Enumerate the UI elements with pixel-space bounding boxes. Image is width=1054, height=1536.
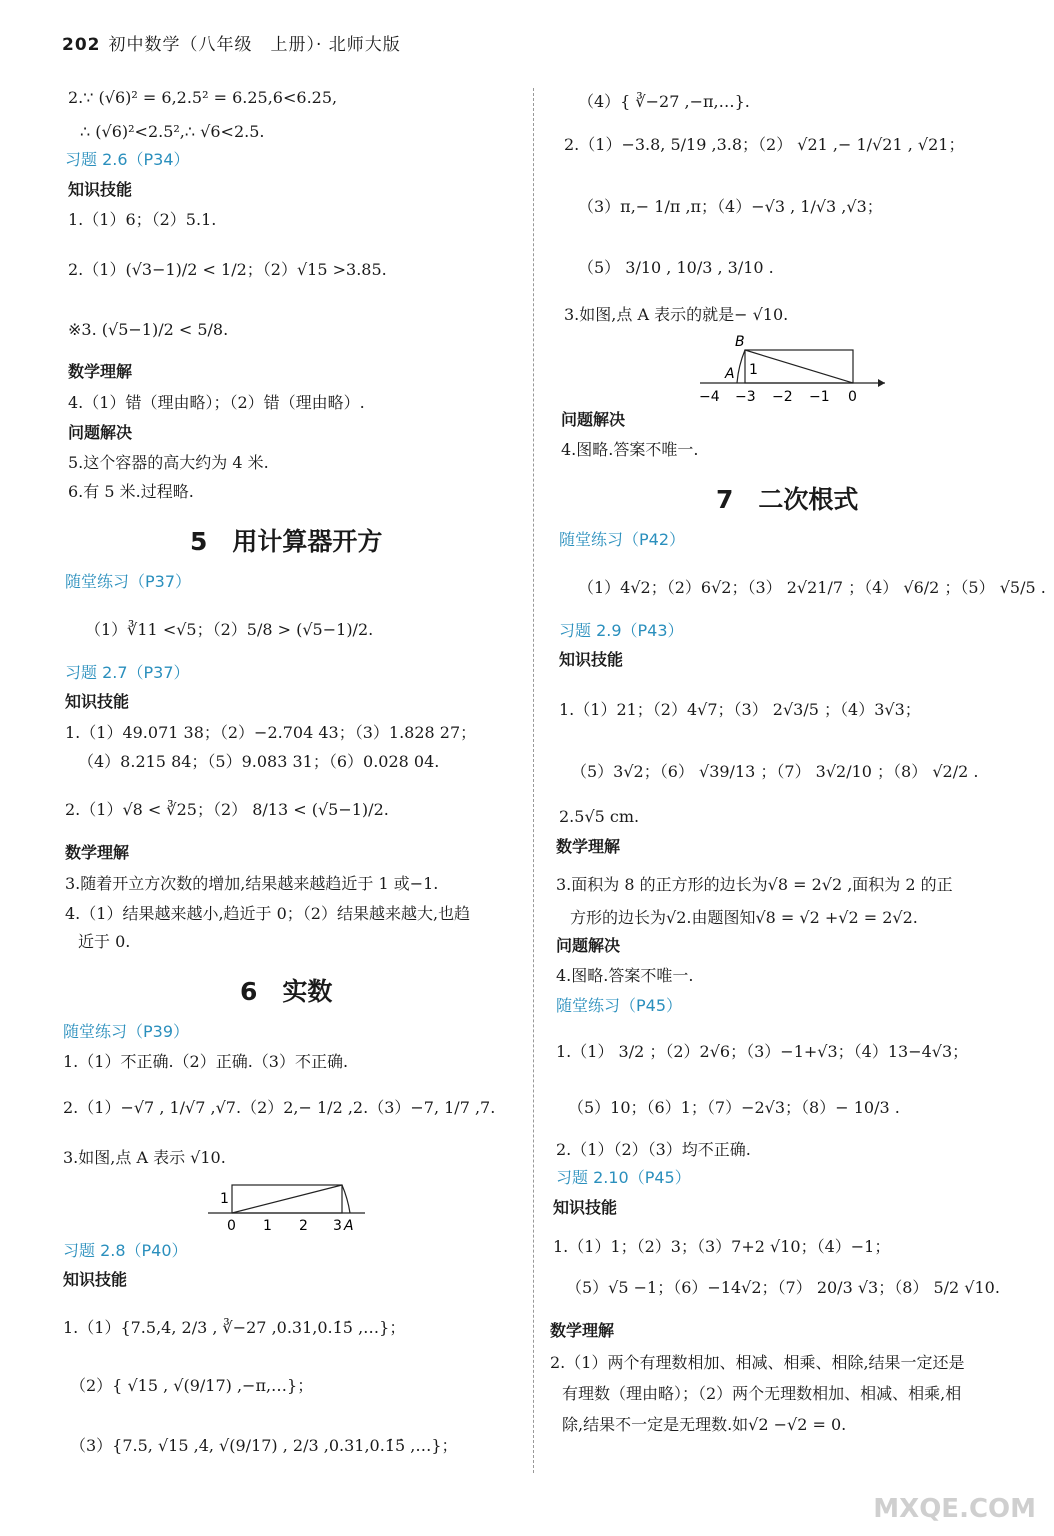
answer-line: 方形的边长为√2.由题图知√8 = √2 +√2 = 2√2. — [570, 908, 918, 927]
subsection-heading: 数学理解 — [68, 362, 133, 381]
answer-line: （3）π,− 1/π ,π；（4）−√3 , 1/√3 ,√3； — [578, 197, 883, 216]
answer-line: （5）√5 −1；（6）−14√2；（7） 20/3 √3；（8） 5/2 √10. — [566, 1278, 1000, 1297]
answer-line: （4）8.215 84；（5）9.083 31；（6）0.028 04. — [78, 752, 440, 771]
fig-right-tick-3: −1 — [809, 389, 830, 405]
figure-left-number-line — [200, 1175, 370, 1235]
answer-line: 6.有 5 米.过程略. — [68, 482, 194, 501]
fig-left-tick-2: 2 — [299, 1218, 308, 1234]
answer-line: 2.（1）(√3−1)/2 < 1/2；（2）√15 >3.85. — [68, 260, 387, 279]
answer-line: 2.（1）−3.8, 5/19 ,3.8；（2） √21 ,− 1/√21 , √21； — [564, 135, 965, 154]
subsection-heading: 数学理解 — [550, 1321, 615, 1340]
answer-line: 1.（1） 3/2 ；（2）2√6；（3）−1+√3；（4）13−4√3； — [556, 1042, 969, 1061]
figure-right-number-line — [695, 330, 890, 405]
book-title: 初中数学（八年级 上册）· 北师大版 — [108, 35, 401, 55]
answer-line: 2.（1）√8 < ∛25；（2） 8/13 < (√5−1)/2. — [65, 800, 389, 819]
fig-right-side-label: 1 — [749, 362, 758, 378]
answer-line: 2.（1）−√7 , 1/√7 ,√7.（2）2,− 1/2 ,2.（3）−7, 1/7 ,7. — [63, 1098, 496, 1117]
answer-line: 5.这个容器的高大约为 4 米. — [68, 453, 269, 472]
answer-line: 2.（1）（2）（3）均不正确. — [556, 1140, 751, 1159]
exercise-reference: 习题 2.6（P34） — [65, 150, 190, 169]
fig-right-tick-0: −4 — [699, 389, 720, 405]
answer-line: （1）4√2；（2）6√2；（3） 2√21/7 ；（4） √6/2 ；（5） √5/5 . — [578, 578, 1046, 597]
answer-line: 近于 0. — [78, 932, 131, 951]
exercise-reference: 习题 2.10（P45） — [556, 1168, 691, 1187]
section-heading: 7 二次根式 — [716, 485, 859, 514]
subsection-heading: 知识技能 — [68, 180, 133, 199]
section-heading: 5 用计算器开方 — [190, 527, 383, 556]
page-header — [62, 30, 401, 55]
fig-left-point-label: A — [344, 1218, 354, 1234]
answer-line: ※3. (√5−1)/2 < 5/8. — [68, 320, 229, 339]
subsection-heading: 问题解决 — [68, 423, 133, 442]
answer-line: 4.图略.答案不唯一. — [556, 966, 694, 985]
subsection-heading: 数学理解 — [65, 843, 130, 862]
answer-line: 3.如图,点 A 表示 √10. — [63, 1148, 226, 1167]
fig-left-side-label: 1 — [220, 1191, 229, 1207]
subsection-heading: 知识技能 — [65, 692, 130, 711]
fig-right-tick-1: −3 — [735, 389, 756, 405]
column-divider — [533, 88, 534, 1473]
exercise-reference: 随堂练习（P45） — [556, 996, 683, 1015]
answer-line: 2.5√5 cm. — [559, 807, 640, 826]
answer-line: ∴ (√6)²<2.5²,∴ √6<2.5. — [80, 122, 265, 141]
exercise-reference: 随堂练习（P37） — [65, 572, 192, 591]
answer-line: 1.（1）不正确.（2）正确.（3）不正确. — [63, 1052, 349, 1071]
answer-line: （3）{7.5, √15 ,4, √(9/17) , 2/3 ,0.31,0.1̇5̇ ,…}； — [70, 1436, 458, 1455]
exercise-reference: 习题 2.9（P43） — [559, 621, 684, 640]
answer-line: 1.（1）{7.5,4, 2/3 , ∛−27 ,0.31,0.1̇5̇ ,…}； — [63, 1318, 406, 1337]
answer-line: 3.随着开立方次数的增加,结果越来越趋近于 1 或−1. — [65, 874, 439, 893]
answer-line: 3.面积为 8 的正方形的边长为√8 = 2√2 ,面积为 2 的正 — [556, 875, 953, 894]
subsection-heading: 问题解决 — [556, 936, 621, 955]
fig-right-tick-4: 0 — [848, 389, 857, 405]
subsection-heading: 知识技能 — [553, 1198, 618, 1217]
exercise-reference: 习题 2.7（P37） — [65, 663, 190, 682]
answer-line: 4.（1）结果越来越小,趋近于 0；（2）结果越来越大,也趋 — [65, 904, 471, 923]
answer-line: （2）{ √15 , √(9/17) ,−π,…}； — [70, 1376, 314, 1395]
section-heading: 6 实数 — [240, 977, 333, 1006]
subsection-heading: 知识技能 — [63, 1270, 128, 1289]
fig-right-tick-2: −2 — [772, 389, 793, 405]
answer-line: 除,结果不一定是无理数.如√2 −√2 = 0. — [562, 1415, 847, 1434]
answer-line: 1.（1）1；（2）3；（3）7+2 √10；（4）−1； — [553, 1237, 891, 1256]
answer-line: 1.（1）6；（2）5.1. — [68, 210, 217, 229]
answer-line: 2.∵ (√6)² = 6,2.5² = 6.25,6<6.25, — [68, 88, 338, 107]
subsection-heading: 问题解决 — [561, 410, 626, 429]
subsection-heading: 知识技能 — [559, 650, 624, 669]
answer-line: （5）3√2；（6） √39/13 ；（7） 3√2/10 ；（8） √2/2 . — [571, 762, 979, 781]
subsection-heading: 数学理解 — [556, 837, 621, 856]
exercise-reference: 随堂练习（P42） — [559, 530, 686, 549]
fig-right-a-label: A — [725, 366, 735, 382]
answer-line: （1）∛11 <√5；（2）5/8 > (√5−1)/2. — [85, 620, 374, 639]
answer-line: （5） 3/10 , 10/3 , 3/10 . — [578, 258, 774, 277]
watermark: MXQE.COM — [873, 1494, 1036, 1524]
page-number: 202 — [62, 35, 101, 55]
answer-line: （5）10；（6）1；（7）−2√3；（8）− 10/3 . — [568, 1098, 900, 1117]
fig-left-tick-3: 3 — [333, 1218, 342, 1234]
fig-left-tick-1: 1 — [263, 1218, 272, 1234]
answer-line: 4.图略.答案不唯一. — [561, 440, 699, 459]
answer-line: （4）{ ∛−27 ,−π,…}. — [578, 92, 750, 111]
answer-line: 4.（1）错（理由略）；（2）错（理由略）. — [68, 393, 365, 412]
answer-line: 3.如图,点 A 表示的就是− √10. — [564, 305, 789, 324]
answer-line: 1.（1）49.071 38；（2）−2.704 43；（3）1.828 27； — [65, 723, 477, 742]
answer-line: 2.（1）两个有理数相加、相减、相乘、相除,结果一定还是 — [550, 1353, 965, 1372]
fig-left-tick-0: 0 — [227, 1218, 236, 1234]
fig-right-b-label: B — [735, 334, 745, 350]
answer-line: 有理数（理由略）；（2）两个无理数相加、相减、相乘,相 — [562, 1384, 962, 1403]
exercise-reference: 习题 2.8（P40） — [63, 1241, 188, 1260]
answer-line: 1.（1）21；（2）4√7；（3） 2√3/5 ；（4）3√3； — [559, 700, 921, 719]
exercise-reference: 随堂练习（P39） — [63, 1022, 190, 1041]
